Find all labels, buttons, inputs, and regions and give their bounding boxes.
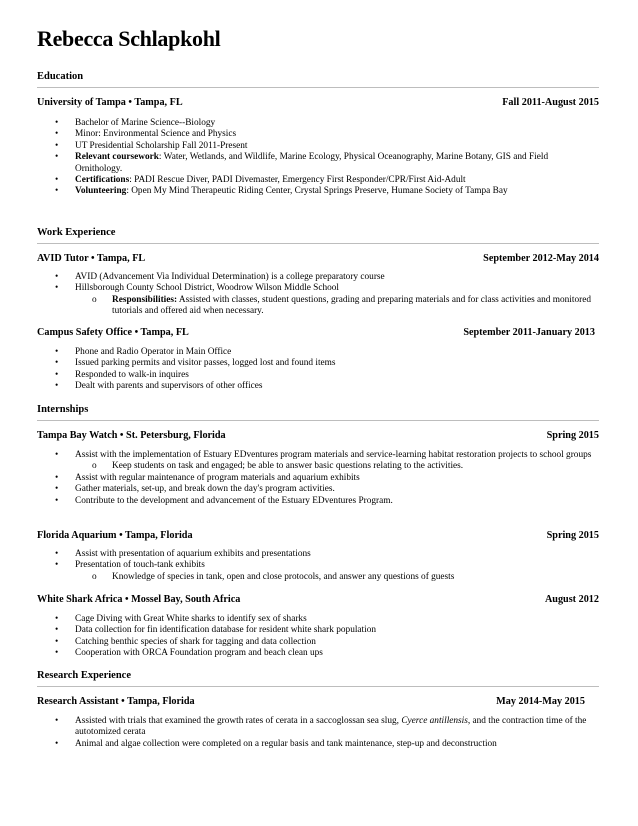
list-item: • Cage Diving with Great White sharks to identify sex of sharks [55, 614, 307, 624]
job-title: Tampa Bay Watch • St. Petersburg, Florida [37, 430, 226, 441]
list-item: • Responded to walk-in inquires [55, 369, 189, 380]
job-header [37, 594, 599, 605]
list-item: • Cooperation with ORCA Foundation program and beach clean ups [55, 648, 323, 659]
job-dates: May 2014-May 2015 [496, 696, 585, 707]
job-header [37, 696, 599, 707]
job-title: AVID Tutor • Tampa, FL [37, 253, 146, 264]
section-divider [37, 686, 599, 687]
job-header [37, 430, 599, 441]
list-item: • Phone and Radio Operator in Main Office [55, 347, 232, 357]
list-item: • Assisted with trials that examined the growth rates of cerata in a saccoglossan sea slug, Cyerce antillensis, and the contraction time of the autotomized cerata [55, 716, 587, 738]
list-item: • Presentation of touch-tank exhibits [55, 560, 205, 571]
job-header [37, 327, 599, 338]
list-item: • Issued parking permits and visitor passes, logged lost and found items [55, 358, 336, 369]
job-list [55, 614, 595, 660]
section-divider [37, 420, 599, 421]
job-title: Research Assistant • Tampa, Florida [37, 696, 195, 707]
list-item: • Assist with presentation of aquarium exhibits and presentations [55, 549, 311, 559]
job-title: Campus Safety Office • Tampa, FL [37, 327, 189, 338]
section-divider [37, 243, 599, 244]
job-list [55, 450, 595, 507]
job-title: Florida Aquarium • Tampa, Florida [37, 530, 193, 541]
school-name: University of Tampa • Tampa, FL [37, 97, 183, 108]
sub-list-item: o Keep students on task and engaged; be able to answer basic questions relating to the activities. [92, 461, 464, 472]
list-item: • Minor: Environmental Science and Physics [55, 129, 237, 140]
job-list [55, 549, 595, 583]
list-item: • Certifications: PADI Rescue Diver, PADI Divemaster, Emergency First Responder/CPR/First Aid-Adult [55, 175, 466, 186]
education-list [55, 118, 595, 198]
job-list [55, 272, 595, 318]
job-dates: September 2012-May 2014 [483, 253, 599, 264]
job-dates: September 2011-January 2013 [463, 327, 595, 338]
job-header [37, 530, 599, 541]
sub-list-item: o Knowledge of species in tank, open and close protocols, and answer any questions of guests [92, 571, 455, 582]
job-dates: Spring 2015 [546, 430, 599, 441]
section-divider [37, 87, 599, 88]
list-item: • Data collection for fin identification database for resident white shark population [55, 625, 377, 636]
list-item: • Assist with regular maintenance of program materials and aquarium exhibits [55, 472, 360, 483]
list-item: • Relevant coursework: Water, Wetlands, and Wildlife, Marine Ecology, Physical Oceanography, Marine Botany, GIS and Field Ornithology. [55, 152, 549, 174]
education-heading: Education [37, 71, 84, 82]
list-item: • Assist with the implementation of Estuary EDventures program materials and service-learning habitat restoration projects to school groups [55, 450, 592, 460]
list-item: • Gather materials, set-up, and break down the day's program activities. [55, 484, 335, 495]
research-heading: Research Experience [37, 670, 131, 681]
work-heading: Work Experience [37, 227, 116, 238]
list-item: • Bachelor of Marine Science--Biology [55, 118, 216, 128]
job-title: White Shark Africa • Mossel Bay, South Africa [37, 594, 241, 605]
sub-list-item: o Responsibilities: Assisted with classes, student questions, grading and preparing materials and for class activities and monitored tutorials and offered aid when necessary. [92, 294, 591, 317]
list-item: • Dealt with parents and supervisors of other offices [55, 381, 263, 392]
job-dates: August 2012 [544, 594, 599, 605]
education-dates: Fall 2011-August 2015 [502, 97, 599, 108]
list-item: • UT Presidential Scholarship Fall 2011-Present [55, 140, 248, 151]
resume-name: Rebecca Schlapkohl [37, 26, 221, 51]
job-dates: Spring 2015 [546, 530, 599, 541]
job-list [55, 347, 595, 393]
list-item: • Volunteering: Open My Mind Therapeutic Riding Center, Crystal Springs Preserve, Humane Society of Tampa Bay [55, 186, 508, 197]
job-header [37, 253, 599, 264]
list-item: • AVID (Advancement Via Individual Determination) is a college preparatory course [55, 272, 385, 282]
list-item: • Hillsborough County School District, Woodrow Wilson Middle School [55, 283, 340, 294]
job-list [55, 716, 595, 750]
list-item: • Catching benthic species of shark for tagging and data collection [55, 636, 316, 647]
list-item: • Animal and algae collection were completed on a regular basis and tank maintenance, step-up and deconstruction [55, 738, 497, 749]
list-item: • Contribute to the development and advancement of the Estuary EDventures Program. [55, 495, 393, 506]
education-entry-header [37, 97, 599, 108]
internships-heading: Internships [37, 404, 89, 415]
